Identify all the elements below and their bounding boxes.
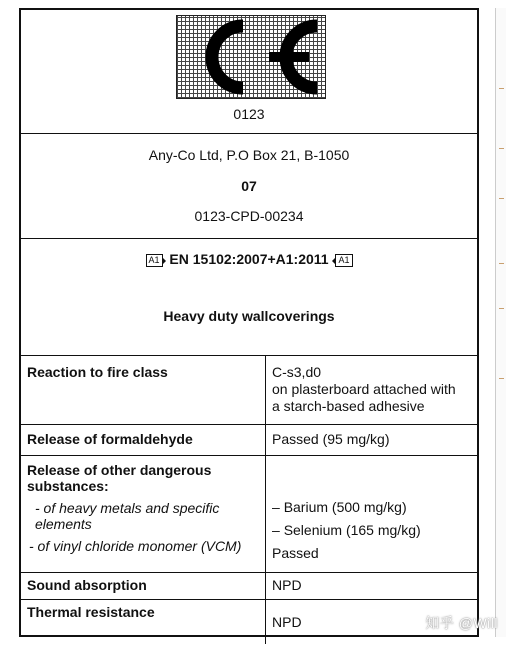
manufacturer-block bbox=[21, 134, 477, 239]
amendment-start-marker: A1 bbox=[146, 254, 163, 267]
manufacturer-address: Any-Co Ltd, P.O Box 21, B-1050 bbox=[148, 147, 350, 163]
amendment-end-marker: A1 bbox=[335, 254, 352, 267]
sound-absorption-label: Sound absorption bbox=[21, 573, 266, 600]
thermal-resistance-value: NPD bbox=[266, 600, 478, 645]
fire-class-value-line2: on plasterboard attached with bbox=[272, 381, 456, 397]
properties-table bbox=[21, 356, 477, 644]
dangerous-substances-cell bbox=[21, 456, 266, 573]
table-row bbox=[21, 456, 477, 573]
vcm-value: Passed bbox=[272, 545, 319, 561]
table-row bbox=[21, 425, 477, 456]
sound-absorption-value: NPD bbox=[266, 573, 478, 600]
fire-class-value bbox=[266, 356, 478, 425]
table-row bbox=[21, 573, 477, 600]
table-row bbox=[21, 356, 477, 425]
formaldehyde-value: Passed (95 mg/kg) bbox=[266, 425, 478, 456]
adjacent-page-edge bbox=[495, 8, 506, 637]
barium-value: – Barium (500 mg/kg) bbox=[272, 499, 407, 515]
heavy-metals-label: - of heavy metals and specific elements bbox=[35, 500, 220, 532]
fire-class-label: Reaction to fire class bbox=[21, 356, 266, 425]
selenium-value: – Selenium (165 mg/kg) bbox=[272, 522, 421, 538]
fire-class-value-line3: a starch-based adhesive bbox=[272, 398, 425, 414]
ce-header-block bbox=[21, 10, 477, 134]
formaldehyde-label: Release of formaldehyde bbox=[21, 425, 266, 456]
dangerous-substances-values bbox=[266, 456, 478, 573]
certificate-number: 0123-CPD-00234 bbox=[194, 208, 304, 224]
thermal-resistance-label: Thermal resistance bbox=[21, 600, 266, 645]
product-description: Heavy duty wallcoverings bbox=[163, 308, 335, 324]
ce-mark-logo bbox=[176, 15, 326, 99]
standard-text: EN 15102:2007+A1:2011 bbox=[169, 251, 329, 267]
fire-class-value-line1: C-s3,d0 bbox=[272, 364, 322, 380]
zhihu-watermark: 知乎 @Will bbox=[425, 615, 498, 631]
vcm-label: - of vinyl chloride monomer (VCM) bbox=[29, 538, 242, 554]
standard-reference bbox=[21, 251, 477, 267]
dangerous-substances-label: Release of other dangerous substances: bbox=[27, 462, 212, 494]
ce-mark-icon bbox=[177, 16, 325, 98]
ce-label-document bbox=[19, 8, 479, 637]
table-row bbox=[21, 600, 477, 645]
year-of-marking: 07 bbox=[241, 178, 257, 194]
standard-block bbox=[21, 239, 477, 356]
notified-body-number: 0123 bbox=[233, 106, 265, 122]
